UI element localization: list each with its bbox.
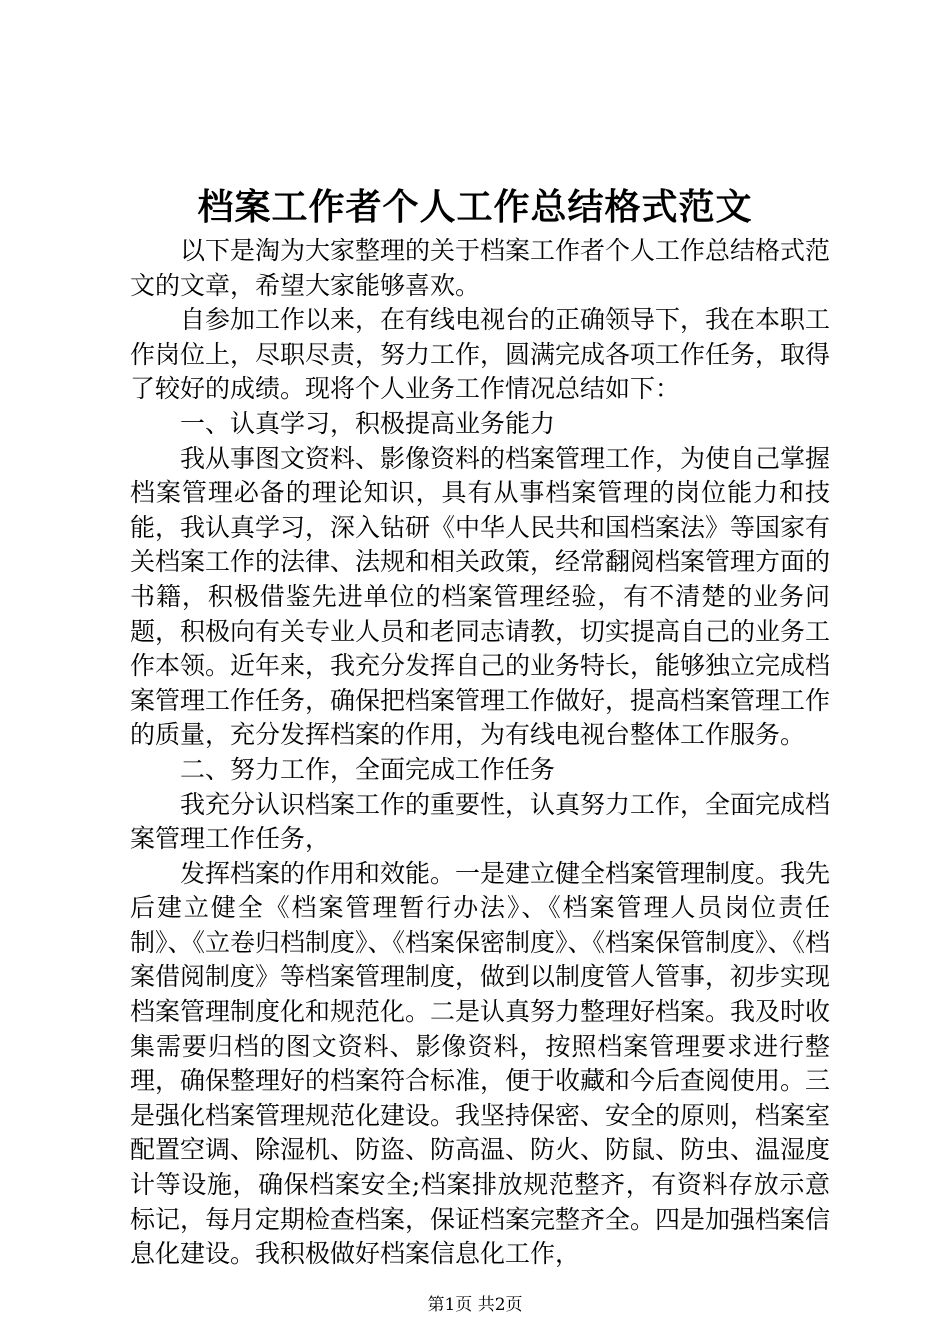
section-heading-1: 一、认真学习，积极提高业务能力 [180, 408, 556, 438]
paragraph-work: 我充分认识档案工作的重要性，认真努力工作，全面完成档案管理工作任务， [130, 789, 831, 854]
document-title: 档案工作者个人工作总结格式范文 [197, 186, 753, 228]
paragraph-measures: 发挥档案的作用和效能。一是建立健全档案管理制度。我先后建立健全《档案管理暂行办法》、《档案管理人员岗位责任制》、《立卷归档制度》、《档案保密制度》、《档案保管制度》、《档案借阅制度》等档案管理制度，做到以制度管人管事，初步实现档案管理制度化和规范化。二是认真努力整理好档案。我及时收集需要归档的图文资料、影像资料，按照档案管理要求进行整理，确保整理好的档案符合标准，便于收藏和今后查阅使用。三是强化档案管理规范化建设。我坚持保密、安全的原则，档案室配置空调、除湿机、防盗、防高温、防火、防鼠、防虫、温湿度计等设施，确保档案安全;档案排放规范整齐，有资料存放示意标记，每月定期检查档案，保证档案完整齐全。四是加强档案信息化建设。我积极做好档案信息化工作， [130, 858, 831, 1269]
paragraph-overview: 自参加工作以来，在有线电视台的正确领导下，我在本职工作岗位上，尽职尽责，努力工作，圆满完成各项工作任务，取得了较好的成绩。现将个人业务工作情况总结如下： [130, 305, 831, 404]
page-footer: 第1页 共2页 [427, 1295, 523, 1315]
document-body [130, 234, 830, 1272]
section-heading-2: 二、努力工作，全面完成工作任务 [180, 754, 556, 784]
paragraph-intro: 以下是淘为大家整理的关于档案工作者个人工作总结格式范文的文章，希望大家能够喜欢。 [130, 236, 831, 300]
paragraph-study: 我从事图文资料、影像资料的档案管理工作，为使自己掌握档案管理必备的理论知识，具有从事档案管理的岗位能力和技能，我认真学习，深入钻研《中华人民共和国档案法》等国家有关档案工作的法律、法规和相关政策，经常翻阅档案管理方面的书籍，积极借鉴先进单位的档案管理经验，有不清楚的业务问题，积极向有关专业人员和老同志请教，切实提高自己的业务工作本领。近年来，我充分发挥自己的业务特长，能够独立完成档案管理工作任务，确保把档案管理工作做好，提高档案管理工作的质量，充分发挥档案的作用，为有线电视台整体工作服务。 [130, 443, 831, 750]
